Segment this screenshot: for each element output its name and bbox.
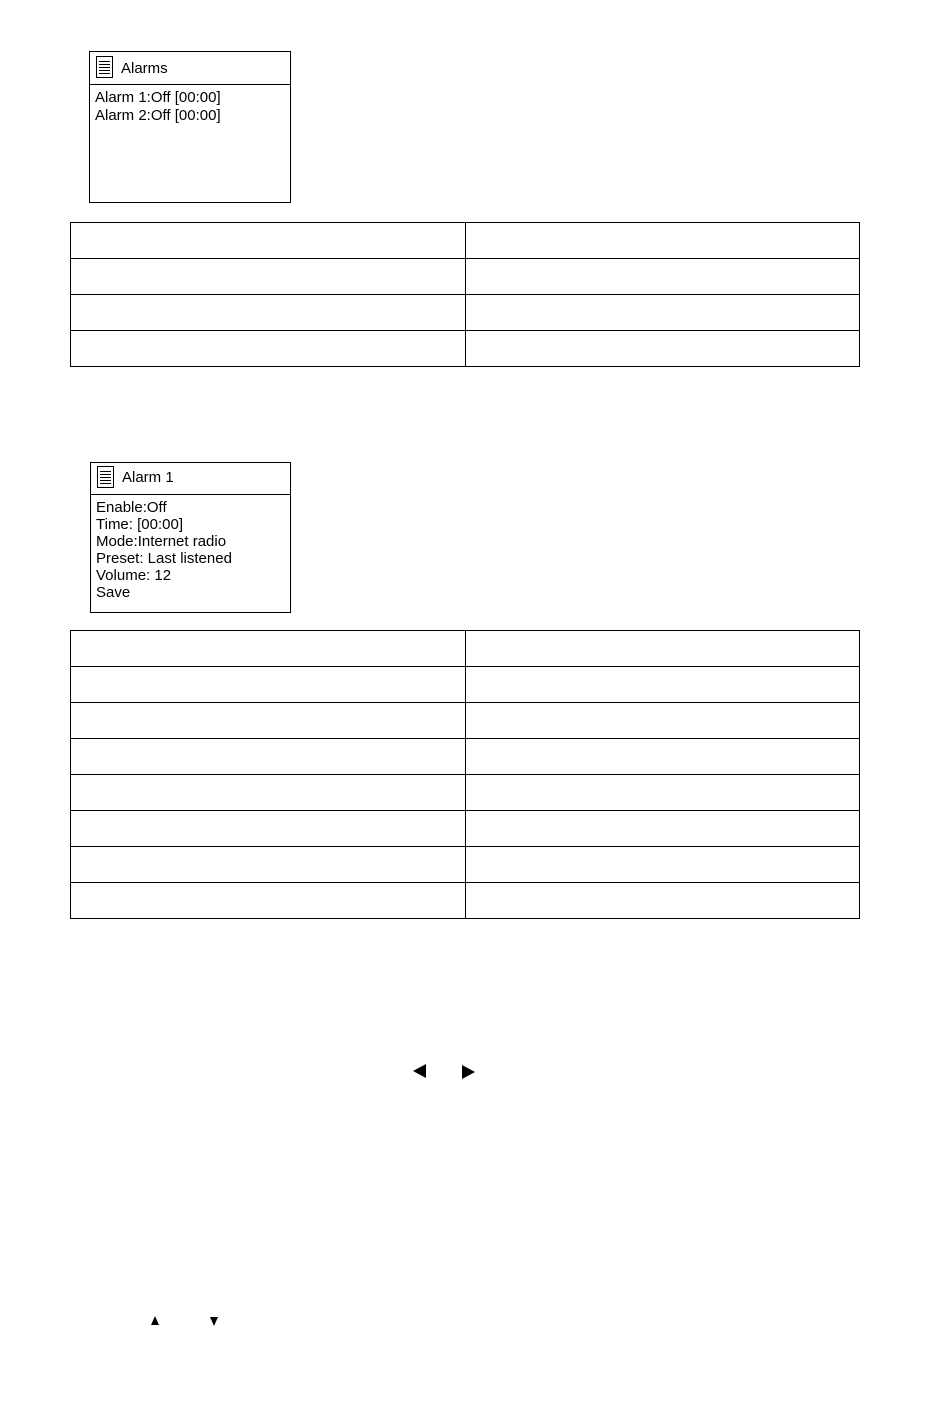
menu-icon: [97, 466, 114, 488]
alarms-table: [70, 222, 860, 367]
table-cell: [466, 739, 860, 775]
alarm1-screen-header: [91, 463, 290, 495]
table-cell: [466, 631, 860, 667]
enable-setting[interactable]: Enable:Off: [96, 499, 167, 516]
menu-icon: [96, 56, 113, 78]
alarm-2-item[interactable]: Alarm 2:Off [00:00]: [95, 107, 221, 124]
table-cell: [71, 295, 466, 331]
alarm-1-item[interactable]: Alarm 1:Off [00:00]: [95, 89, 221, 106]
table-cell: [71, 223, 466, 259]
alarm1-table: [70, 630, 860, 919]
table-cell: [71, 259, 466, 295]
table-row: [71, 739, 860, 775]
table-cell: [466, 331, 860, 367]
right-arrow-icon: [462, 1065, 475, 1079]
table-row: [71, 259, 860, 295]
table-row: [71, 667, 860, 703]
time-setting[interactable]: Time: [00:00]: [96, 516, 183, 533]
table-row: [71, 883, 860, 919]
table-cell: [71, 739, 466, 775]
table-row: [71, 631, 860, 667]
table-row: [71, 847, 860, 883]
alarms-screen-title: Alarms: [121, 60, 168, 77]
table-row: [71, 331, 860, 367]
table-cell: [71, 811, 466, 847]
table-row: [71, 811, 860, 847]
up-arrow-icon: [151, 1316, 159, 1325]
table-cell: [466, 259, 860, 295]
alarms-list: [95, 89, 221, 125]
alarm1-screen: [90, 462, 291, 613]
table-cell: [71, 703, 466, 739]
table-cell: [71, 847, 466, 883]
table-row: [71, 703, 860, 739]
table-cell: [71, 631, 466, 667]
preset-setting[interactable]: Preset: Last listened: [96, 550, 232, 567]
alarm1-screen-title: Alarm 1: [122, 469, 174, 486]
table-cell: [466, 703, 860, 739]
alarms-screen: [89, 51, 291, 203]
mode-setting[interactable]: Mode:Internet radio: [96, 533, 227, 550]
table-cell: [71, 883, 466, 919]
alarms-screen-header: [90, 52, 290, 85]
table-row: [71, 223, 860, 259]
table-cell: [466, 847, 860, 883]
alarm1-settings-list: [96, 499, 232, 601]
save-option[interactable]: Save: [96, 584, 131, 601]
down-arrow-icon: [210, 1317, 218, 1326]
table-cell: [466, 811, 860, 847]
table-cell: [71, 775, 466, 811]
table-cell: [466, 775, 860, 811]
table-cell: [466, 223, 860, 259]
table-cell: [71, 331, 466, 367]
table-row: [71, 295, 860, 331]
left-arrow-icon: [413, 1064, 426, 1078]
table-row: [71, 775, 860, 811]
table-cell: [466, 295, 860, 331]
table-cell: [466, 667, 860, 703]
volume-setting[interactable]: Volume: 12: [96, 567, 172, 584]
table-cell: [466, 883, 860, 919]
table-cell: [71, 667, 466, 703]
